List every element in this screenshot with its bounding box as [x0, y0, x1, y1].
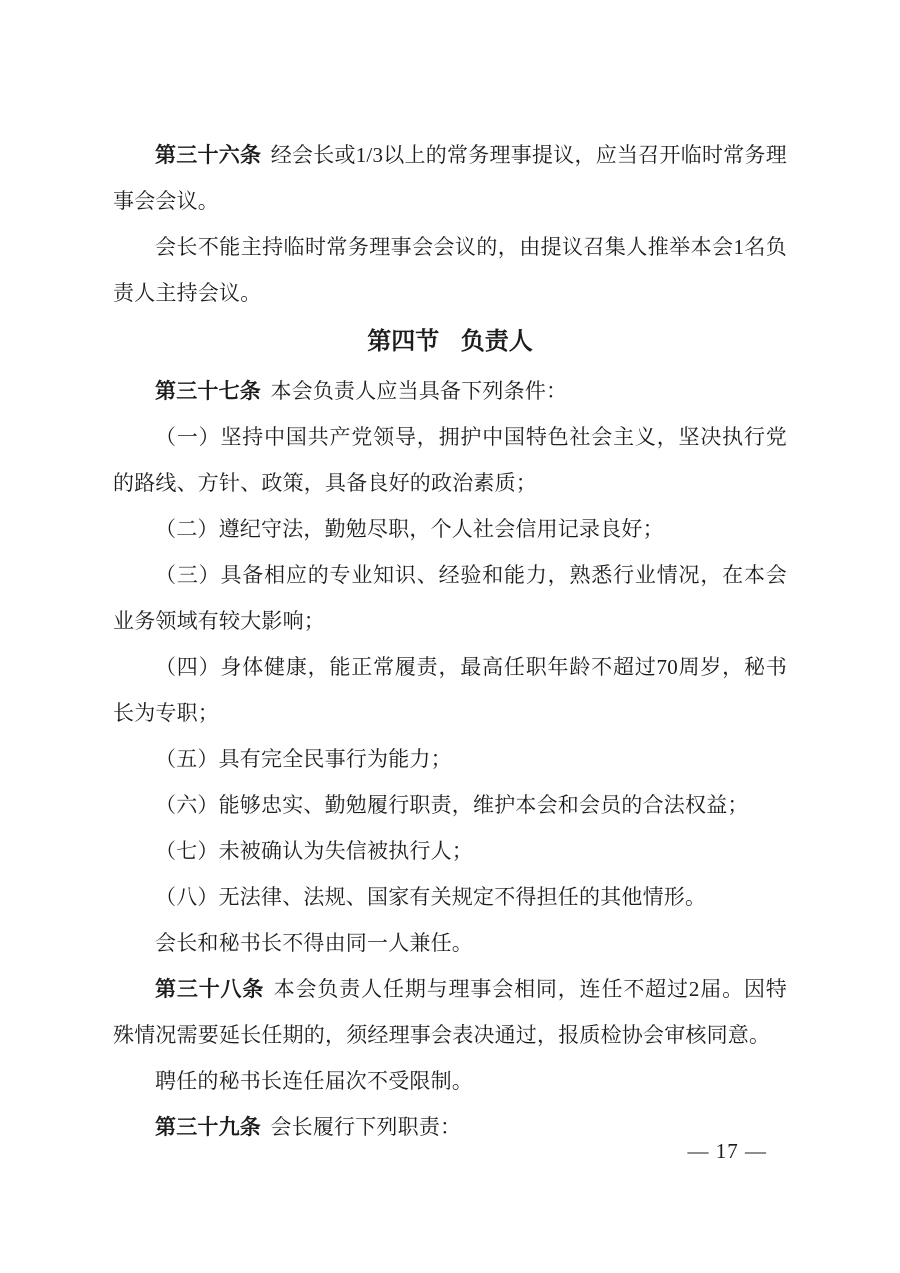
- paragraph-text: （二）遵纪守法，勤勉尽职，个人社会信用记录良好；: [155, 517, 664, 541]
- document-body: [113, 132, 787, 1150]
- paragraph-article-37: [113, 368, 787, 414]
- paragraph-article-38: [113, 966, 787, 1058]
- paragraph-text: （三）具备相应的专业知识、经验和能力，熟悉行业情况，在本会业务领域有较大影响；: [113, 563, 787, 633]
- list-item-8: [113, 874, 787, 920]
- page-number: — 17 —: [687, 1139, 767, 1163]
- article-number-label: 第三十九条: [155, 1115, 261, 1139]
- paragraph-text: （八）无法律、法规、国家有关规定不得担任的其他情形。: [155, 885, 707, 909]
- section-title: 负责人: [460, 328, 533, 355]
- list-item-5: [113, 736, 787, 782]
- paragraph-text: 会长不能主持临时常务理事会会议的，由提议召集人推举本会1名负责人主持会议。: [113, 235, 787, 305]
- list-item-7: [113, 828, 787, 874]
- paragraph-text: 本会负责人任期与理事会相同，连任不超过2届。因特殊情况需要延长任期的，须经理事会表决通过，报质检协会审核同意。: [113, 977, 787, 1047]
- paragraph-article-36: [113, 132, 787, 224]
- paragraph-text: （四）身体健康，能正常履责，最高任职年龄不超过70周岁，秘书长为专职；: [113, 655, 787, 725]
- article-number-label: 第三十八条: [155, 977, 265, 1001]
- paragraph-text: （六）能够忠实、勤勉履行职责，维护本会和会员的合法权益；: [155, 793, 749, 817]
- paragraph-text: 会长和秘书长不得由同一人兼任。: [155, 931, 473, 955]
- paragraph-text: （一）坚持中国共产党领导，拥护中国特色社会主义，坚决执行党的路线、方针、政策，具备良好的政治素质；: [113, 425, 787, 495]
- article-number-label: 第三十七条: [155, 379, 261, 403]
- list-item-4: [113, 644, 787, 736]
- paragraph-body: [113, 920, 787, 966]
- section-heading: [113, 318, 787, 366]
- paragraph-body: [113, 224, 787, 316]
- section-number: 第四节: [367, 328, 440, 355]
- list-item-2: [113, 506, 787, 552]
- paragraph-text: 本会负责人应当具备下列条件：: [270, 379, 568, 403]
- list-item-3: [113, 552, 787, 644]
- list-item-6: [113, 782, 787, 828]
- paragraph-text: 聘任的秘书长连任届次不受限制。: [155, 1069, 473, 1093]
- paragraph-article-39: [113, 1104, 787, 1150]
- article-number-label: 第三十六条: [155, 143, 262, 167]
- paragraph-body: [113, 1058, 787, 1104]
- paragraph-text: 经会长或1/3以上的常务理事提议，应当召开临时常务理事会会议。: [113, 143, 787, 213]
- paragraph-text: （五）具有完全民事行为能力；: [155, 747, 452, 771]
- paragraph-text: 会长履行下列职责：: [270, 1115, 462, 1139]
- list-item-1: [113, 414, 787, 506]
- paragraph-text: （七）未被确认为失信被执行人；: [155, 839, 473, 863]
